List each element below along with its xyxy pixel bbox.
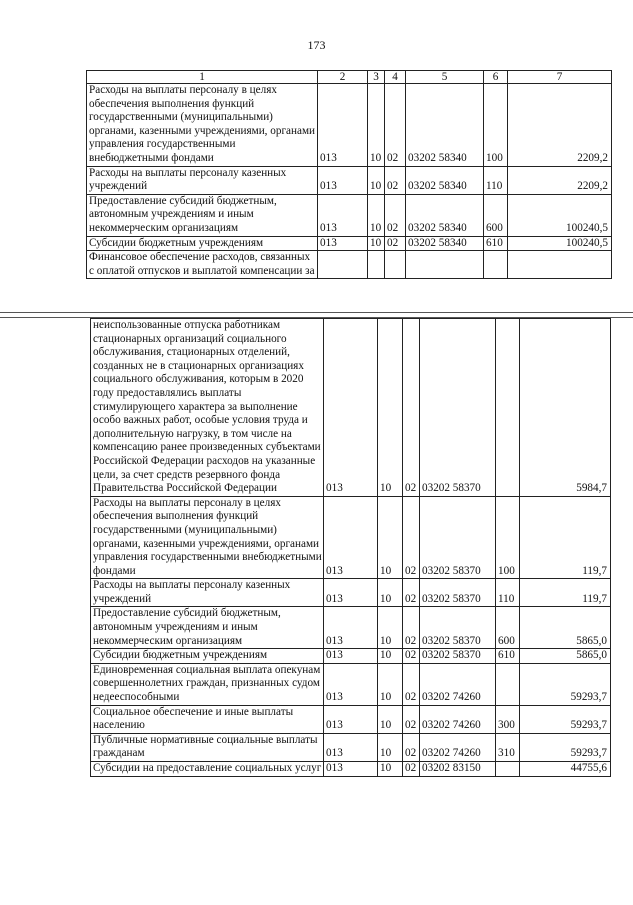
table-row xyxy=(91,579,611,607)
row-name: Финансовое обеспечение расходов, связанных с оплатой отпусков и выплатой компенсации за xyxy=(87,251,318,279)
table-row xyxy=(91,649,611,664)
row-amount xyxy=(508,251,612,279)
row-code-2: 013 xyxy=(324,607,378,649)
row-code-6: 300 xyxy=(496,705,520,733)
row-amount: 5865,0 xyxy=(520,649,611,664)
table-row xyxy=(87,84,612,167)
row-code-6: 110 xyxy=(484,166,508,194)
row-code-2: 013 xyxy=(324,762,378,777)
row-code-6: 610 xyxy=(484,236,508,251)
row-code-4: 02 xyxy=(403,762,420,777)
column-header: 7 xyxy=(508,71,612,84)
row-code-4: 02 xyxy=(385,236,406,251)
row-code-6: 310 xyxy=(496,733,520,761)
column-header: 5 xyxy=(406,71,484,84)
row-code-6: 100 xyxy=(484,84,508,167)
row-code-4: 02 xyxy=(385,84,406,167)
row-name: Субсидии на предоставление социальных услуг xyxy=(91,762,324,777)
row-code-5: 03202 58370 xyxy=(420,607,496,649)
table-row xyxy=(91,705,611,733)
table-row xyxy=(91,319,611,497)
page-number: 173 xyxy=(307,38,326,52)
row-amount: 44755,6 xyxy=(520,762,611,777)
row-name: Расходы на выплаты персоналу в целях обеспечения выполнения функций государственными (муниципальными) органами, казенными учреждениями, органами управления государственными внебюджетными фондами xyxy=(91,496,324,579)
row-code-2: 013 xyxy=(324,663,378,705)
row-name: Предоставление субсидий бюджетным, автономным учреждениям и иным некоммерческим организациям xyxy=(91,607,324,649)
row-amount: 59293,7 xyxy=(520,733,611,761)
row-code-3: 10 xyxy=(378,733,403,761)
row-code-3: 10 xyxy=(368,194,385,236)
table-row xyxy=(91,762,611,777)
row-code-2: 013 xyxy=(324,649,378,664)
row-amount: 2209,2 xyxy=(508,166,612,194)
table-row xyxy=(87,166,612,194)
row-code-3: 10 xyxy=(378,607,403,649)
row-code-5: 03202 58340 xyxy=(406,194,484,236)
row-amount: 5865,0 xyxy=(520,607,611,649)
page-split-line xyxy=(0,312,633,313)
row-code-4 xyxy=(385,251,406,279)
row-code-5: 03202 58340 xyxy=(406,236,484,251)
column-header: 4 xyxy=(385,71,406,84)
row-code-5: 03202 74260 xyxy=(420,705,496,733)
row-code-3: 10 xyxy=(378,705,403,733)
row-name: Субсидии бюджетным учреждениям xyxy=(87,236,318,251)
row-code-3 xyxy=(368,251,385,279)
row-code-4: 02 xyxy=(403,733,420,761)
row-code-2: 013 xyxy=(324,496,378,579)
row-code-5: 03202 74260 xyxy=(420,733,496,761)
table-row xyxy=(91,663,611,705)
table-row xyxy=(91,733,611,761)
row-code-5: 03202 58370 xyxy=(420,496,496,579)
row-code-3: 10 xyxy=(368,236,385,251)
column-header: 1 xyxy=(87,71,318,84)
row-code-5: 03202 58370 xyxy=(420,579,496,607)
row-code-4: 02 xyxy=(385,194,406,236)
column-header: 6 xyxy=(484,71,508,84)
row-code-3: 10 xyxy=(378,762,403,777)
row-amount: 5984,7 xyxy=(520,319,611,497)
row-amount: 59293,7 xyxy=(520,705,611,733)
row-code-2: 013 xyxy=(318,194,368,236)
row-code-4: 02 xyxy=(385,166,406,194)
row-code-2: 013 xyxy=(324,705,378,733)
row-name: Расходы на выплаты персоналу в целях обеспечения выполнения функций государственными (муниципальными) органами, казенными учреждениями, органами управления государственными внебюджетными фондами xyxy=(87,84,318,167)
table-row xyxy=(91,607,611,649)
row-code-5: 03202 74260 xyxy=(420,663,496,705)
row-amount: 100240,5 xyxy=(508,194,612,236)
table-row xyxy=(91,496,611,579)
row-code-3: 10 xyxy=(378,579,403,607)
table-header-row xyxy=(87,71,612,84)
row-code-4: 02 xyxy=(403,649,420,664)
row-code-5: 03202 58370 xyxy=(420,319,496,497)
row-code-6: 600 xyxy=(496,607,520,649)
table-row xyxy=(87,251,612,279)
column-header: 3 xyxy=(368,71,385,84)
row-code-2: 013 xyxy=(318,84,368,167)
row-code-5: 03202 58370 xyxy=(420,649,496,664)
row-amount: 59293,7 xyxy=(520,663,611,705)
row-code-6 xyxy=(484,251,508,279)
row-code-4: 02 xyxy=(403,319,420,497)
row-code-4: 02 xyxy=(403,607,420,649)
row-code-4: 02 xyxy=(403,705,420,733)
row-code-4: 02 xyxy=(403,579,420,607)
row-code-3: 10 xyxy=(378,649,403,664)
row-code-5: 03202 58340 xyxy=(406,84,484,167)
row-name: неиспользованные отпуска работникам стационарных организаций социального обслуживания, стационарных отделений, созданных не в стационарных организациях социального обслуживания, которым в 2020 году предоставлялись выплаты стимулирующего характера за выполнение особо важных работ, особые условия труда и дополнительную нагрузку, в том числе на компенсацию ранее произведенных субъектами Российской Федерации расходов на указанные цели, за счет средств резервного фонда Правительства Российской Федерации xyxy=(91,319,324,497)
column-header: 2 xyxy=(318,71,368,84)
row-code-5 xyxy=(406,251,484,279)
row-code-3: 10 xyxy=(368,166,385,194)
row-name: Расходы на выплаты персоналу казенных учреждений xyxy=(87,166,318,194)
row-amount: 100240,5 xyxy=(508,236,612,251)
row-name: Предоставление субсидий бюджетным, автономным учреждениям и иным некоммерческим организациям xyxy=(87,194,318,236)
row-amount: 2209,2 xyxy=(508,84,612,167)
row-code-6 xyxy=(496,319,520,497)
row-code-3: 10 xyxy=(368,84,385,167)
row-code-2: 013 xyxy=(318,166,368,194)
row-code-4: 02 xyxy=(403,663,420,705)
row-code-3: 10 xyxy=(378,663,403,705)
table-row xyxy=(87,236,612,251)
row-amount: 119,7 xyxy=(520,496,611,579)
row-code-2: 013 xyxy=(324,319,378,497)
row-code-2: 013 xyxy=(324,579,378,607)
row-code-6 xyxy=(496,663,520,705)
row-name: Единовременная социальная выплата опекунам совершеннолетних граждан, признанных судом недееспособными xyxy=(91,663,324,705)
row-code-3: 10 xyxy=(378,496,403,579)
row-code-6 xyxy=(496,762,520,777)
row-code-6: 600 xyxy=(484,194,508,236)
row-code-6: 100 xyxy=(496,496,520,579)
budget-table-top xyxy=(86,70,612,279)
row-name: Публичные нормативные социальные выплаты гражданам xyxy=(91,733,324,761)
row-code-3: 10 xyxy=(378,319,403,497)
row-code-2: 013 xyxy=(324,733,378,761)
row-code-2 xyxy=(318,251,368,279)
row-name: Социальное обеспечение и иные выплаты населению xyxy=(91,705,324,733)
row-code-4: 02 xyxy=(403,496,420,579)
row-code-5: 03202 83150 xyxy=(420,762,496,777)
budget-table-bottom xyxy=(90,318,611,777)
row-code-6: 110 xyxy=(496,579,520,607)
row-amount: 119,7 xyxy=(520,579,611,607)
row-name: Расходы на выплаты персоналу казенных учреждений xyxy=(91,579,324,607)
table-row xyxy=(87,194,612,236)
row-code-6: 610 xyxy=(496,649,520,664)
row-name: Субсидии бюджетным учреждениям xyxy=(91,649,324,664)
row-code-2: 013 xyxy=(318,236,368,251)
row-code-5: 03202 58340 xyxy=(406,166,484,194)
